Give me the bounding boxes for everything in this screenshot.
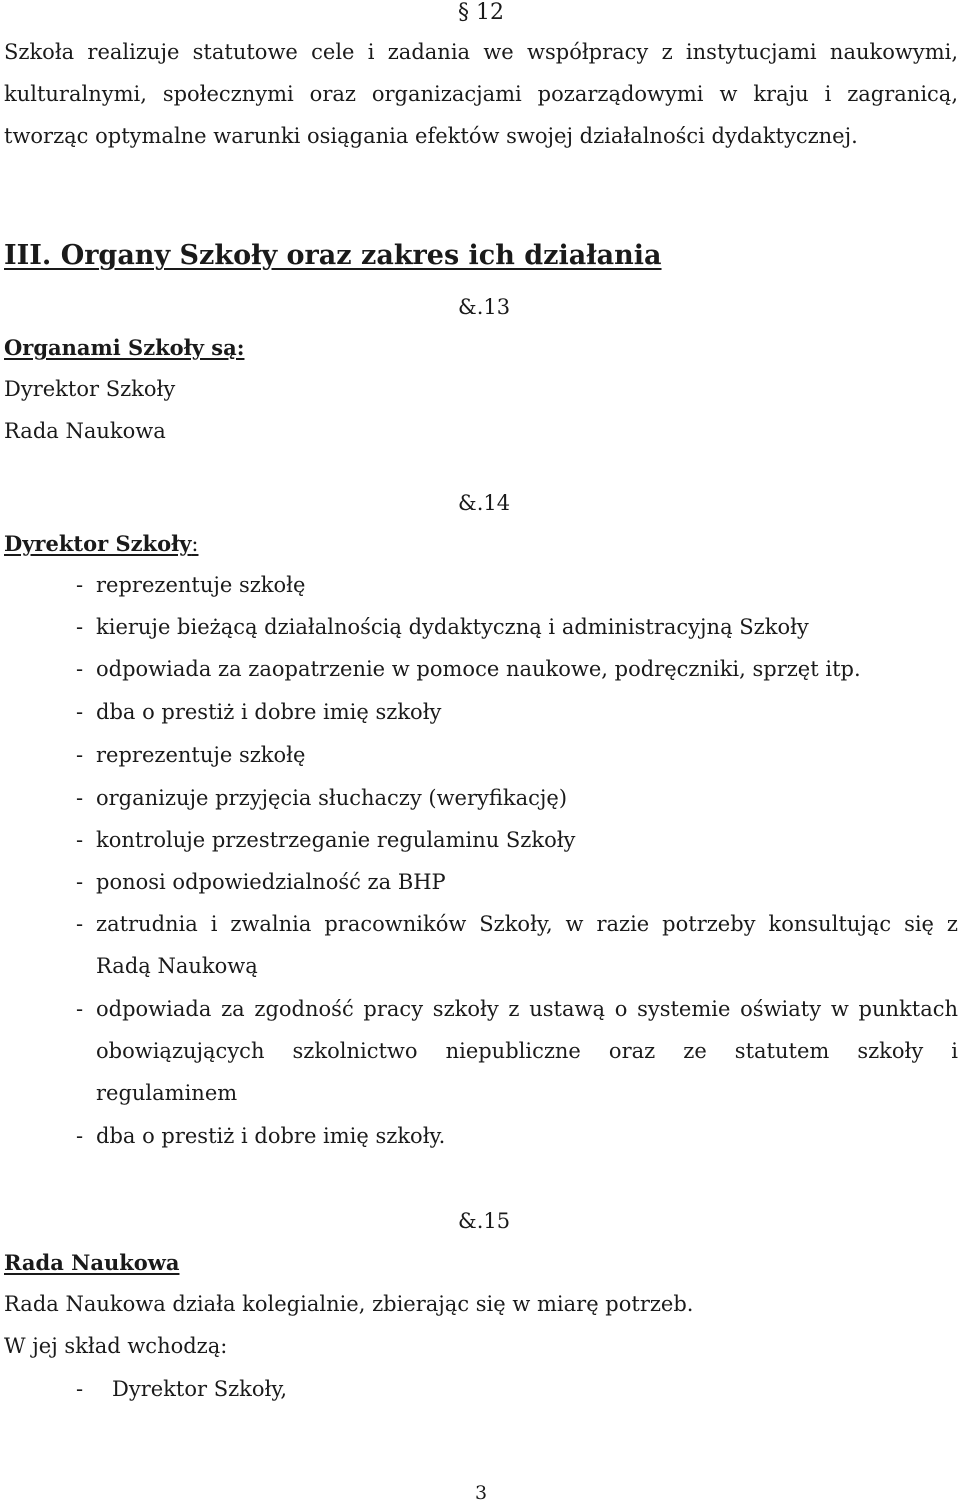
- list-dash: -: [76, 828, 84, 852]
- chapter-heading: III. Organy Szkoły oraz zakres ich działania: [4, 240, 662, 271]
- list-item-text: dba o prestiż i dobre imię szkoły.: [96, 1124, 446, 1148]
- list-dash: -: [76, 743, 84, 767]
- list-dash: -: [76, 615, 84, 639]
- page-number: 3: [475, 1482, 488, 1504]
- list-dash: -: [76, 997, 84, 1021]
- council-text: W jej skład wchodzą:: [4, 1334, 228, 1358]
- list-item-text: odpowiada za zaopatrzenie w pomoce naukowe, podręczniki, sprzęt itp.: [96, 657, 861, 681]
- list-dash: -: [76, 700, 84, 724]
- list-item-text: dba o prestiż i dobre imię szkoły: [96, 700, 442, 724]
- council-heading: Rada Naukowa: [4, 1250, 180, 1275]
- list-item-text: Dyrektor Szkoły,: [112, 1377, 288, 1401]
- paragraph-number: &.15: [458, 1209, 511, 1233]
- intro-line: kulturalnymi, społecznymi oraz organizacjami pozarządowymi w kraju i zagranicą,: [4, 82, 958, 106]
- director-heading-colon: :: [191, 532, 199, 556]
- organs-heading: Organami Szkoły są:: [4, 335, 245, 360]
- list-dash: -: [76, 870, 84, 894]
- organ-item: Dyrektor Szkoły: [4, 377, 176, 401]
- list-dash: -: [76, 657, 84, 681]
- list-item-text: reprezentuje szkołę: [96, 743, 306, 767]
- list-dash: -: [76, 573, 84, 597]
- director-heading: [4, 531, 198, 557]
- paragraph-number: &.14: [458, 491, 511, 515]
- intro-line: tworząc optymalne warunki osiągania efektów swojej działalności dydaktycznej.: [4, 124, 858, 148]
- paragraph-number: &.13: [458, 295, 511, 319]
- intro-line: Szkoła realizuje statutowe cele i zadania we współpracy z instytucjami naukowymi,: [4, 40, 958, 64]
- list-dash: -: [76, 1124, 84, 1148]
- list-dash: -: [76, 786, 84, 810]
- list-dash: -: [76, 912, 84, 936]
- director-heading-text: Dyrektor Szkoły: [4, 531, 192, 556]
- list-item-text: reprezentuje szkołę: [96, 573, 306, 597]
- list-item-continuation: obowiązujących szkolnictwo niepubliczne oraz ze statutem szkoły i: [96, 1039, 958, 1063]
- organ-item: Rada Naukowa: [4, 419, 166, 443]
- list-item-text: kieruje bieżącą działalnością dydaktyczną i administracyjną Szkoły: [96, 615, 809, 639]
- council-text: Rada Naukowa działa kolegialnie, zbierając się w miarę potrzeb.: [4, 1292, 694, 1316]
- list-item-continuation: Radą Naukową: [96, 954, 258, 978]
- list-item-text: organizuje przyjęcia słuchaczy (weryfikację): [96, 786, 568, 810]
- list-item-text: zatrudnia i zwalnia pracowników Szkoły, w razie potrzeby konsultując się z: [96, 912, 958, 936]
- list-item-continuation: regulaminem: [96, 1081, 238, 1105]
- list-dash: -: [76, 1377, 84, 1401]
- section-number: § 12: [458, 0, 504, 25]
- list-item-text: ponosi odpowiedzialność za BHP: [96, 870, 446, 894]
- list-item-text: kontroluje przestrzeganie regulaminu Szkoły: [96, 828, 576, 852]
- list-item-text: odpowiada za zgodność pracy szkoły z ustawą o systemie oświaty w punktach: [96, 997, 958, 1021]
